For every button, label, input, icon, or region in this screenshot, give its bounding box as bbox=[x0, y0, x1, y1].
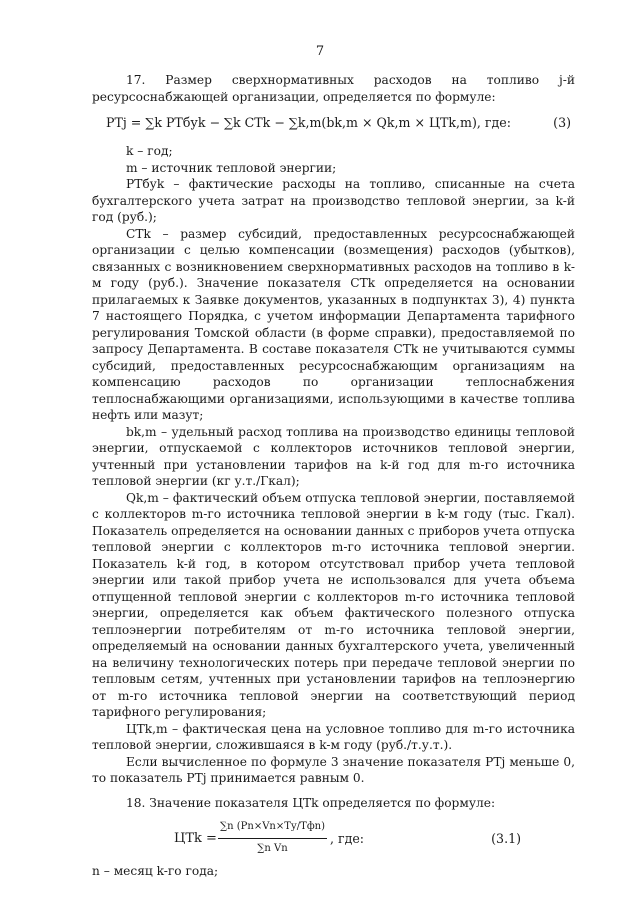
formula-3-1-denominator: ∑n Vn bbox=[257, 842, 288, 854]
definition-n: n – месяц k-го года; bbox=[92, 864, 219, 878]
definition-ct: ЦТk,m – фактическая цена на условное топливо для m-го источника тепловой энергии, сложившаяся в k-м году (руб./т.у.т.). bbox=[92, 721, 575, 752]
document-body bbox=[92, 72, 575, 880]
page-number: 7 bbox=[315, 44, 325, 59]
formula-3-number: (3) bbox=[553, 115, 571, 130]
formula-3-1-tail: , где: bbox=[330, 831, 365, 846]
formula-3-1-number: (3.1) bbox=[491, 831, 521, 846]
rtj-zero-rule: Если вычисленное по формуле 3 значение показателя РТj меньше 0, то показатель РТj принимается равным 0. bbox=[92, 754, 575, 785]
formula-3-1-fraction bbox=[218, 819, 327, 857]
definition-k: k – год; bbox=[126, 144, 173, 158]
formula-3 bbox=[92, 105, 575, 143]
item-18-intro: 18. Значение показателя ЦТk определяется по формуле: bbox=[126, 795, 496, 810]
formula-3-1 bbox=[92, 817, 575, 863]
formula-3-1-lhs: ЦТk = bbox=[174, 831, 217, 846]
definition-m: m – источник тепловой энергии; bbox=[126, 160, 337, 175]
definition-b: bk,m – удельный расход топлива на производство единицы тепловой энергии, отпускаемой с коллекторов источников тепловой энергии, учтенный при установлении тарифов на k-й год для m-го источника тепловой энергии (кг у.т./Гкал); bbox=[92, 424, 575, 488]
definition-rtbu: РТбуk – фактические расходы на топливо, списанные на счета бухгалтерского учета затрат на производство тепловой энергии, за k-й год (руб.); bbox=[92, 177, 575, 224]
definition-q: Qk,m – фактический объем отпуска тепловой энергии, поставляемой с коллекторов m-го источника тепловой энергии в k-м году (тыс. Гкал). Показатель определяется на основании данных с приборов учета отпуска тепловой энергии с коллекторов m-го источника тепловой энергии. Показатель k-й год, в котором отсутствовал прибор учета тепловой энергии или такой прибор учета не использовался для учета объема отпущенной тепловой энергии с коллекторов m-го источника тепловой энергии, определяется как объем фактического полезного отпуска теплоэнергии потребителям от m-го источника тепловой энергии, определяемый на основании данных бухгалтерского учета, увеличенный на величину технологических потерь при передаче тепловой энергии по тепловым сетям, учтенных при установлении тарифов на теплоэнергию от m-го источника тепловой энергии на соответствующий период тарифного регулирования; bbox=[92, 490, 575, 719]
formula-3-expression: РТj = ∑k РТбуk − ∑k СТk − ∑k,m(bk,m × Qk,m × ЦТk,m), где: bbox=[106, 115, 511, 130]
definition-st: СТk – размер субсидий, предоставленных ресурсоснабжающей организации с целью компенсации (возмещения) расходов (убытков), связанных с возникновением сверхнормативных расходов на топливо в k-м году (руб.). Значение показателя СТk определяется на основании прилагаемых к Заявке документов, указанных в подпунктах 3), 4) пункта 7 настоящего Порядка, с учетом информации Департамента тарифного регулирования Томской области (в форме справки), предоставляемой по запросу Департамента. В составе показателя СТk не учитываются суммы субсидий, предоставленных ресурсоснабжающим организациям на компенсацию расходов по организации теплоснабжения теплоснабжающими организациями, использующими в качестве топлива нефть или мазут; bbox=[92, 226, 575, 422]
formula-3-1-numerator: ∑n (Pn×Vn×Ту/Тфn) bbox=[218, 819, 327, 839]
item-17-intro: 17. Размер сверхнормативных расходов на топливо j-й ресурсоснабжающей организации, определяется по формуле: bbox=[92, 73, 575, 104]
